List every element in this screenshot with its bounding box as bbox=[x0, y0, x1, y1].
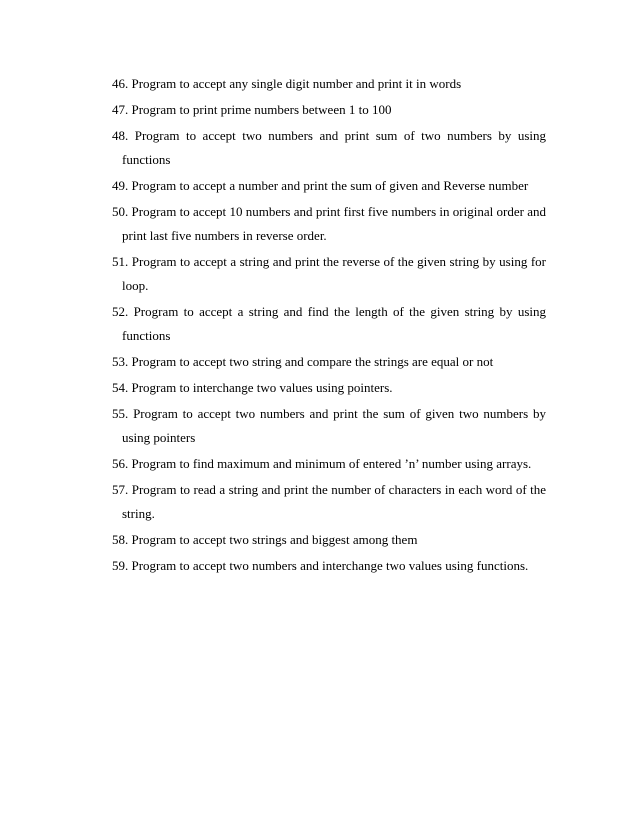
item-text: Program to accept two strings and biggest among them bbox=[131, 532, 418, 547]
item-number: 53. bbox=[112, 354, 129, 369]
list-item-53 bbox=[112, 350, 546, 374]
item-number: 55. bbox=[112, 406, 129, 421]
list-item-51 bbox=[112, 250, 546, 298]
item-number: 54. bbox=[112, 380, 129, 395]
item-text: Program to accept a number and print the sum of given and Reverse number bbox=[131, 178, 529, 193]
item-number: 50. bbox=[112, 204, 129, 219]
list-item-47 bbox=[112, 98, 546, 122]
list-item-56 bbox=[112, 452, 546, 476]
item-text: Program to accept 10 numbers and print first five numbers in original order and print last five numbers in reverse order. bbox=[122, 204, 546, 243]
item-number: 51. bbox=[112, 254, 129, 269]
item-text: Program to print prime numbers between 1 to 100 bbox=[131, 102, 392, 117]
list-item-46 bbox=[112, 72, 546, 96]
list-item-58 bbox=[112, 528, 546, 552]
item-number: 48. bbox=[112, 128, 129, 143]
list-item-49 bbox=[112, 174, 546, 198]
item-text: Program to interchange two values using pointers. bbox=[131, 380, 393, 395]
list-item-52 bbox=[112, 300, 546, 348]
item-text: Program to accept two string and compare the strings are equal or not bbox=[131, 354, 494, 369]
item-text: Program to accept any single digit number and print it in words bbox=[131, 76, 462, 91]
item-number: 57. bbox=[112, 482, 129, 497]
item-number: 59. bbox=[112, 558, 129, 573]
list-item-59 bbox=[112, 554, 546, 578]
item-number: 56. bbox=[112, 456, 129, 471]
item-text: Program to accept two numbers and interchange two values using functions. bbox=[131, 558, 529, 573]
item-text: Program to accept a string and print the reverse of the given string by using for loop. bbox=[122, 254, 547, 293]
item-number: 47. bbox=[112, 102, 129, 117]
program-list bbox=[112, 72, 546, 580]
item-number: 52. bbox=[112, 304, 129, 319]
item-text: Program to accept two numbers and print sum of two numbers by using functions bbox=[122, 128, 547, 167]
list-item-55 bbox=[112, 402, 546, 450]
list-item-50 bbox=[112, 200, 546, 248]
item-number: 58. bbox=[112, 532, 129, 547]
item-number: 49. bbox=[112, 178, 129, 193]
list-item-48 bbox=[112, 124, 546, 172]
list-item-54 bbox=[112, 376, 546, 400]
item-text: Program to find maximum and minimum of entered ’n’ number using arrays. bbox=[131, 456, 532, 471]
item-number: 46. bbox=[112, 76, 129, 91]
item-text: Program to read a string and print the number of characters in each word of the string. bbox=[122, 482, 546, 521]
item-text: Program to accept a string and find the length of the given string by using functions bbox=[122, 304, 547, 343]
item-text: Program to accept two numbers and print the sum of given two numbers by using pointers bbox=[122, 406, 547, 445]
list-item-57 bbox=[112, 478, 546, 526]
